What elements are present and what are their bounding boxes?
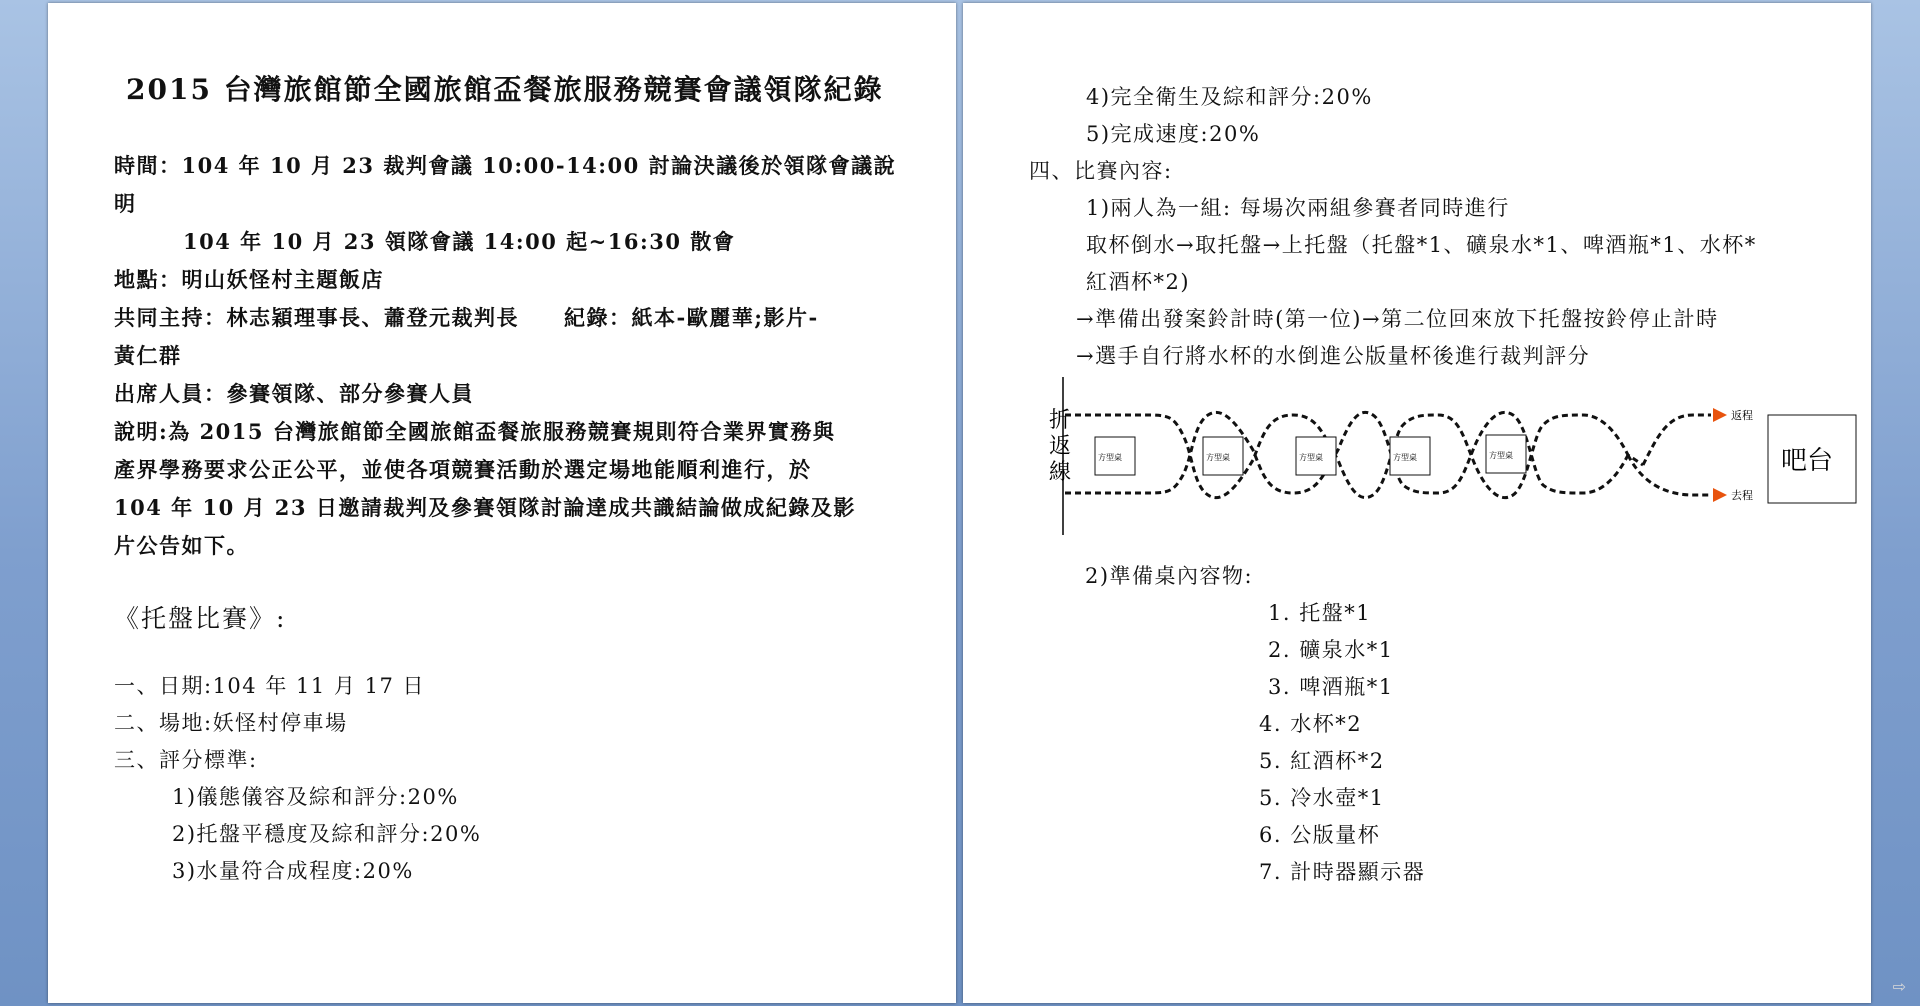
return-label: 返程 bbox=[1731, 409, 1753, 422]
meeting-hosts-line1: 共同主持：林志穎理事長、蕭登元裁判長 紀錄：紙本-歐麗華;影片- bbox=[114, 305, 819, 330]
outbound-path-end bbox=[1628, 455, 1711, 495]
meeting-time-line3: 104 年 10 月 23 領隊會議 14:00 起~16:30 散會 bbox=[183, 229, 736, 254]
supply-item-7: 6. 公版量杯 bbox=[1259, 823, 1381, 847]
supply-item-5: 5. 紅酒杯*2 bbox=[1259, 749, 1385, 773]
turnaround-label-char-2: 返 bbox=[1049, 434, 1072, 459]
next-page-arrow-icon[interactable]: ⇨ bbox=[1892, 977, 1906, 996]
section-title-tray-competition: 《托盤比賽》: bbox=[114, 604, 287, 633]
turnaround-label-char-1: 折 bbox=[1049, 408, 1072, 433]
description-line1: 說明:為 2015 台灣旅館節全國旅館盃餐旅服務競賽規則符合業界實務與 bbox=[114, 419, 836, 444]
content-2: 2)準備桌內容物: bbox=[1085, 564, 1254, 588]
supply-item-8: 7. 計時器顯示器 bbox=[1259, 860, 1426, 884]
criteria-4: 4)完全衛生及綜和評分:20% bbox=[1086, 85, 1373, 109]
turnaround-label-char-3: 線 bbox=[1049, 460, 1072, 485]
square-table-5-label: 方型桌 bbox=[1489, 451, 1513, 460]
square-table-1 bbox=[1095, 437, 1135, 475]
content-flow-line2: 紅酒杯*2) bbox=[1086, 270, 1191, 294]
document-title: 2015 台灣旅館節全國旅館盃餐旅服務競賽會議領隊紀錄 bbox=[126, 73, 884, 106]
criteria-3: 3)水量符合成程度:20% bbox=[172, 859, 414, 883]
supply-item-6: 5. 冷水壺*1 bbox=[1259, 786, 1385, 810]
criteria-2: 2)托盤平穩度及綜和評分:20% bbox=[172, 822, 482, 846]
content-1: 1)兩人為一組: 每場次兩組參賽者同時進行 bbox=[1086, 196, 1510, 220]
meeting-attendees: 出席人員：參賽領隊、部分參賽人員 bbox=[114, 381, 474, 406]
meeting-time-line2: 明 bbox=[114, 191, 137, 216]
description-line4: 片公告如下。 bbox=[114, 533, 249, 558]
return-path bbox=[1065, 415, 1643, 498]
square-table-2 bbox=[1203, 437, 1243, 475]
content-flow-line1: 取杯倒水→取托盤→上托盤（托盤*1、礦泉水*1、啤酒瓶*1、水杯* bbox=[1086, 233, 1757, 257]
meeting-hosts-line2: 黃仁群 bbox=[114, 343, 182, 368]
document-page-right bbox=[963, 3, 1871, 1003]
outbound-arrow-icon bbox=[1713, 488, 1727, 502]
document-page-left bbox=[48, 3, 956, 1003]
square-table-5 bbox=[1486, 435, 1526, 473]
square-table-2-label: 方型桌 bbox=[1206, 453, 1230, 462]
supply-item-2: 2. 礦泉水*1 bbox=[1268, 638, 1394, 662]
criteria-5: 5)完成速度:20% bbox=[1086, 122, 1261, 146]
item-venue: 二、場地:妖怪村停車場 bbox=[114, 711, 348, 735]
content-flow-line4: →選手自行將水杯的水倒進公版量杯後進行裁判評分 bbox=[1076, 344, 1591, 368]
item-competition-content: 四、比賽內容: bbox=[1029, 159, 1173, 183]
tray-course-diagram bbox=[1043, 375, 1834, 545]
return-path-end bbox=[1643, 415, 1711, 465]
return-arrow-icon bbox=[1713, 408, 1727, 422]
content-flow-line3: →準備出發案鈴計時(第一位)→第二位回來放下托盤按鈴停止計時 bbox=[1076, 307, 1719, 331]
description-line3: 104 年 10 月 23 日邀請裁判及參賽領隊討論達成共識結論做成紀錄及影 bbox=[114, 495, 856, 520]
bar-counter-label: 吧台 bbox=[1781, 446, 1834, 476]
item-scoring-criteria: 三、評分標準: bbox=[114, 748, 258, 772]
meeting-location: 地點：明山妖怪村主題飯店 bbox=[114, 267, 384, 292]
outbound-label: 去程 bbox=[1731, 489, 1753, 502]
criteria-1: 1)儀態儀容及綜和評分:20% bbox=[172, 785, 459, 809]
square-table-4-label: 方型桌 bbox=[1393, 453, 1417, 462]
meeting-time-line1: 時間：104 年 10 月 23 裁判會議 10:00-14:00 討論決議後於領隊會議說 bbox=[114, 153, 897, 178]
description-line2: 產界學務要求公正公平，並使各項競賽活動於選定場地能順利進行，於 bbox=[114, 457, 812, 482]
square-table-4 bbox=[1390, 437, 1430, 475]
supply-item-4: 4. 水杯*2 bbox=[1259, 712, 1363, 736]
supply-item-3: 3. 啤酒瓶*1 bbox=[1268, 675, 1394, 699]
item-date: 一、日期:104 年 11 月 17 日 bbox=[114, 674, 425, 698]
square-table-1-label: 方型桌 bbox=[1098, 453, 1122, 462]
square-table-3 bbox=[1296, 437, 1336, 475]
square-table-3-label: 方型桌 bbox=[1299, 453, 1323, 462]
supply-item-1: 1. 托盤*1 bbox=[1268, 601, 1372, 625]
